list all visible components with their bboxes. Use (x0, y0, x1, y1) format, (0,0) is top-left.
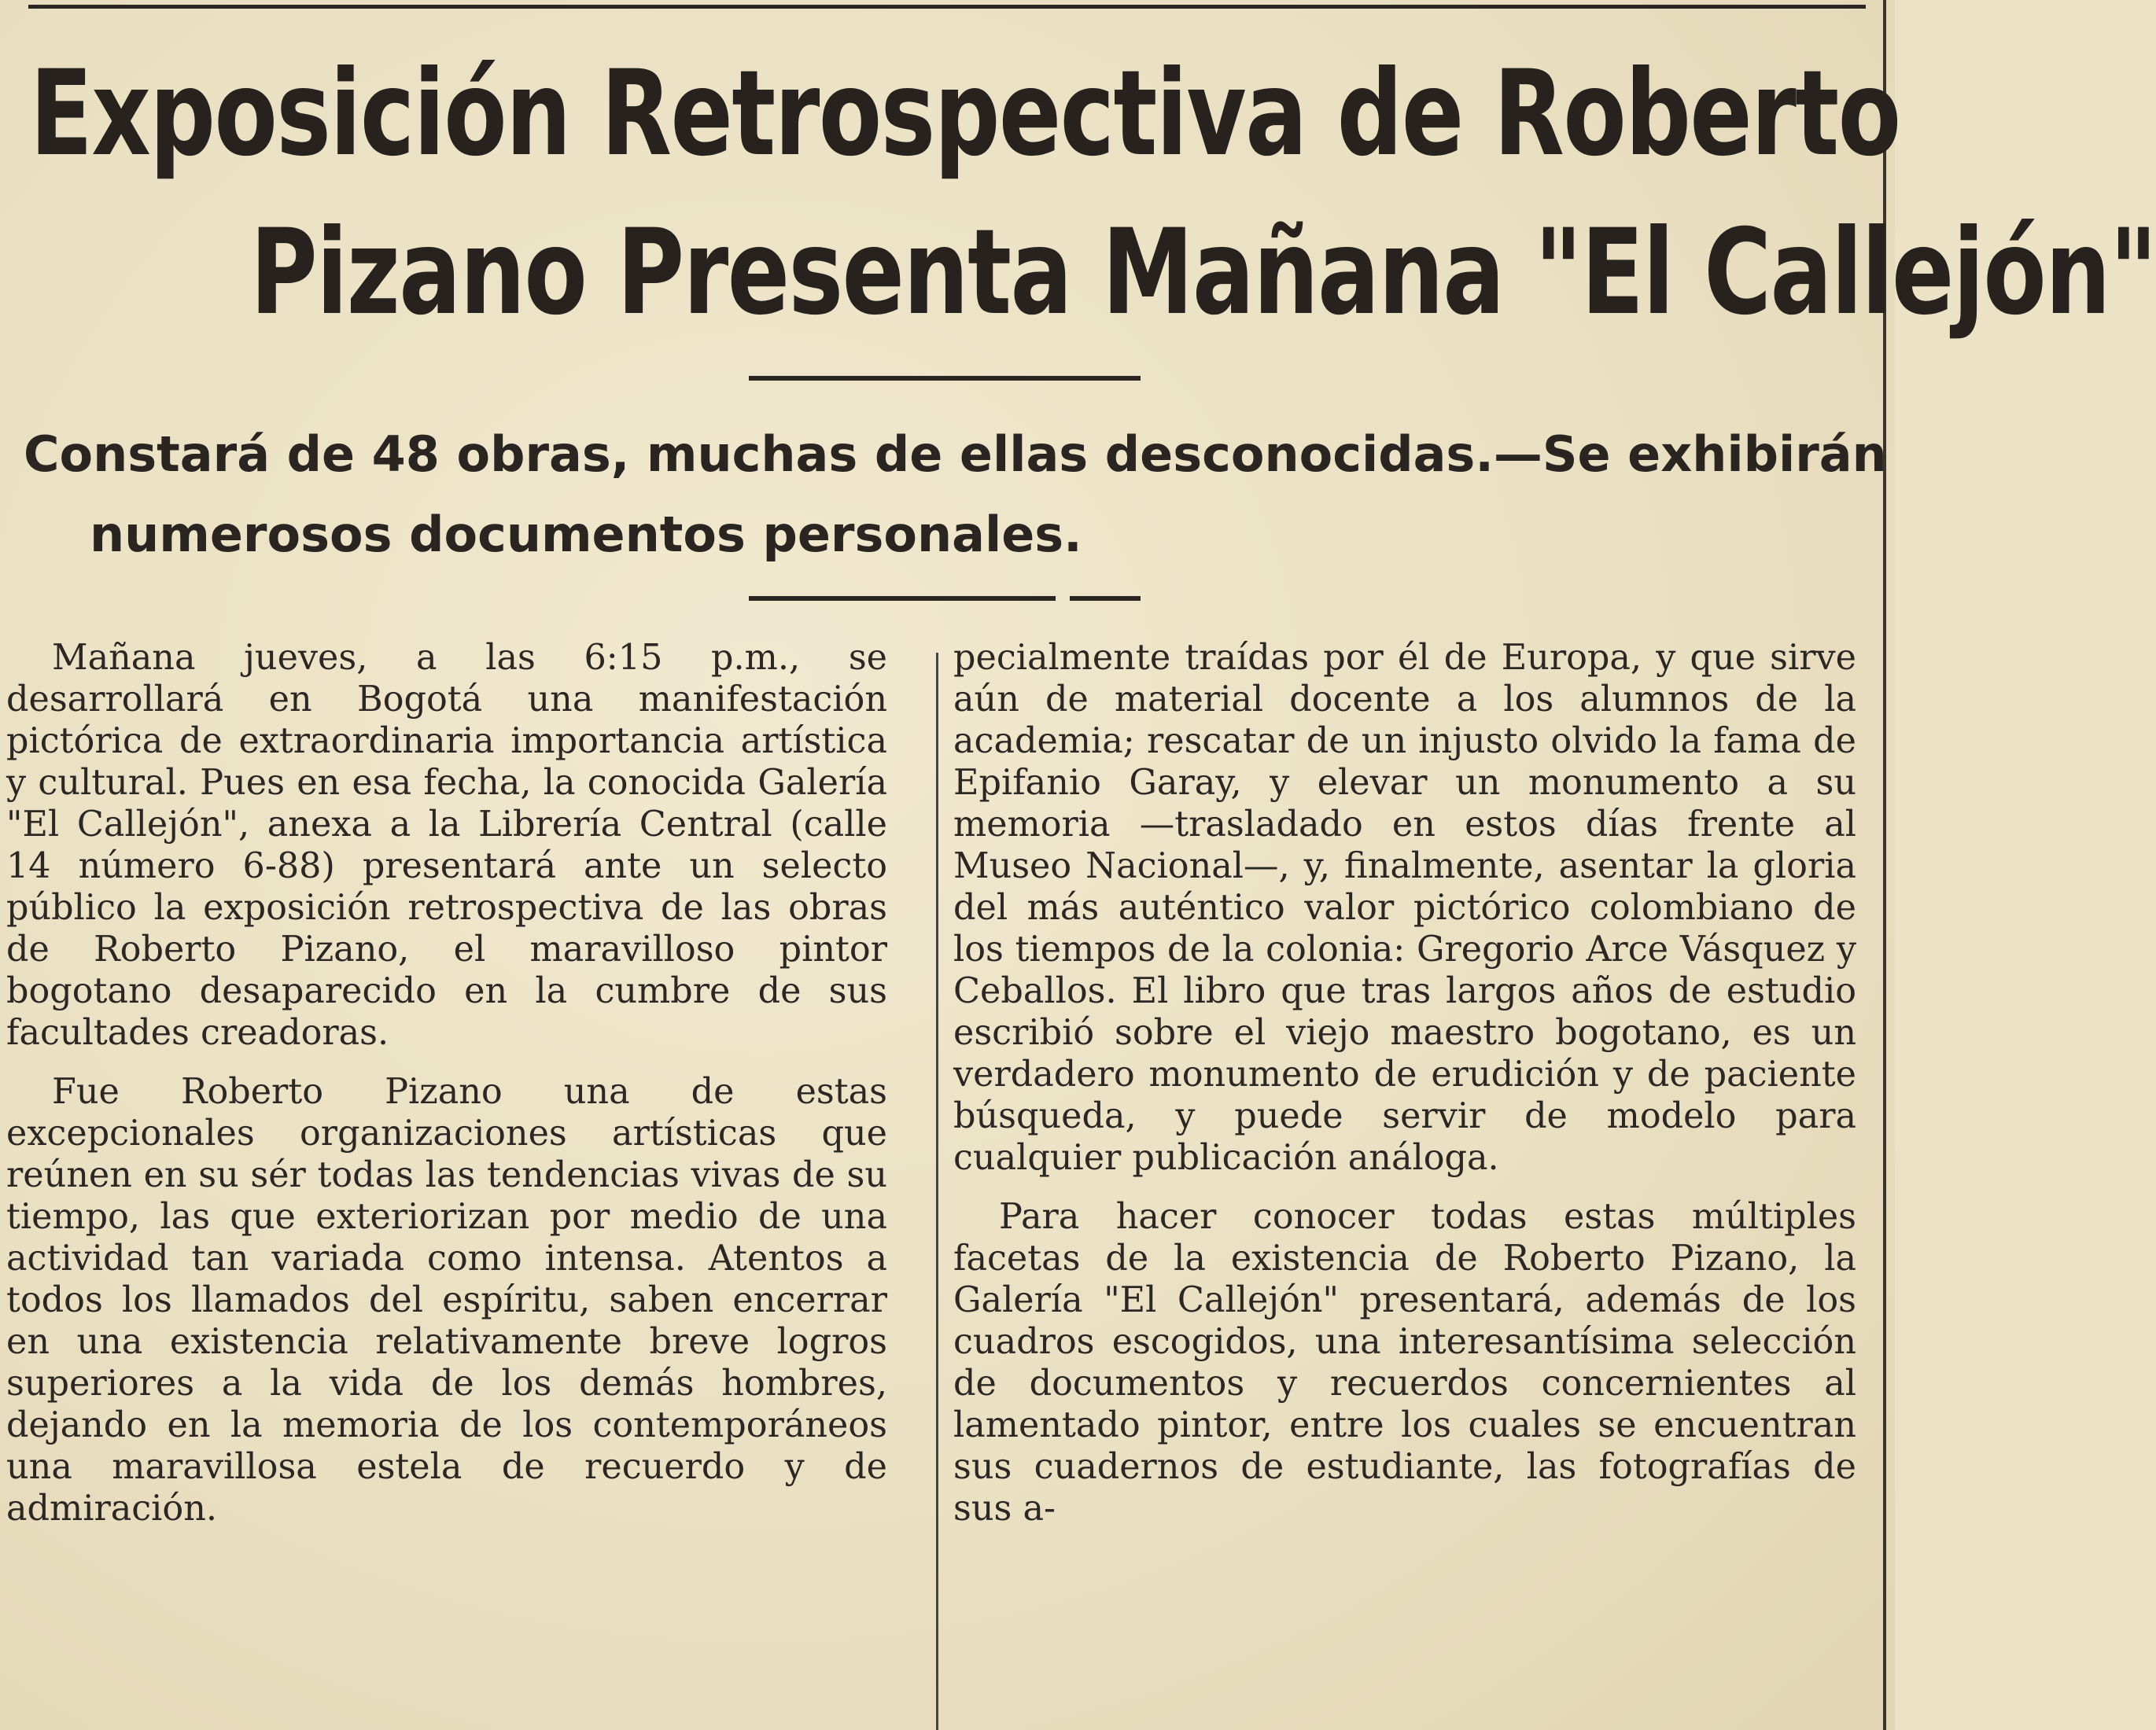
body-column-right (953, 637, 1856, 1529)
divider-rule (749, 376, 1141, 381)
paragraph: Mañana jueves, a las 6:15 p.m., se desarrollará en Bogotá una manifestación pictórica de extraordinaria importancia artística y cultural. Pues en esa fecha, la conocida Galería "El Callejón", anexa a la Librería Central (calle 14 número 6-88) presentará ante un selecto público la exposición retrospectiva de las obras de Roberto Pizano, el maravilloso pintor bogotano desaparecido en la cumbre de sus facultades creadoras. (6, 638, 887, 1053)
column-divider (936, 653, 938, 1730)
paragraph: pecialmente traídas por él de Europa, y que sirve aún de material docente a los alumnos de la academia; rescatar de un injusto olvido la fama de Epifanio Garay, y elevar un monumento a su memoria —trasladado en estos días frente al Museo Nacional—, y, finalmente, asentar la gloria del más auténtico valor pictórico colombiano de los tiempos de la colonia: Gregorio Arce Vásquez y Ceballos. El libro que tras largos años de estudio escribió sobre el viejo maestro bogotano, es un verdadero monumento de erudición y de paciente búsqueda, y puede servir de modelo para cualquier publicación análoga. (953, 638, 1856, 1178)
paragraph: Fue Roberto Pizano una de estas excepcionales organizaciones artísticas que reúnen en su sér todas las tendencias vivas de su tiempo, las que exteriorizan por medio de una actividad tan variada como intensa. Atentos a todos los llamados del espíritu, saben encerrar en una existencia relativamente breve logros superiores a la vida de los demás hombres, dejando en la memoria de los contemporáneos una maravillosa estela de recuerdo y de admiración. (6, 1072, 887, 1529)
subheadline-line-2: numerosos documentos personales. (90, 506, 1082, 563)
divider-rule (749, 596, 1056, 601)
divider-rule-short (1070, 596, 1141, 601)
subheadline-line-1: Constará de 48 obras, muchas de ellas desconocidas.—Se exhibirán (24, 425, 1887, 483)
headline-line-2: Pizano Presenta Mañana "El Callejón" (250, 204, 2156, 341)
paragraph: Para hacer conocer todas estas múltiples facetas de la existencia de Roberto Pizano, la Galería "El Callejón" presentará, además de los cuadros escogidos, una interesantísima selección de documentos y recuerdos concernientes al lamentado pintor, entre los cuales se encuentran sus cuadernos de estudiante, las fotografías de sus a- (953, 1197, 1856, 1529)
top-rule (28, 5, 1866, 9)
headline-line-1: Exposición Retrospectiva de Roberto (30, 46, 1900, 182)
body-column-left (6, 637, 887, 1529)
